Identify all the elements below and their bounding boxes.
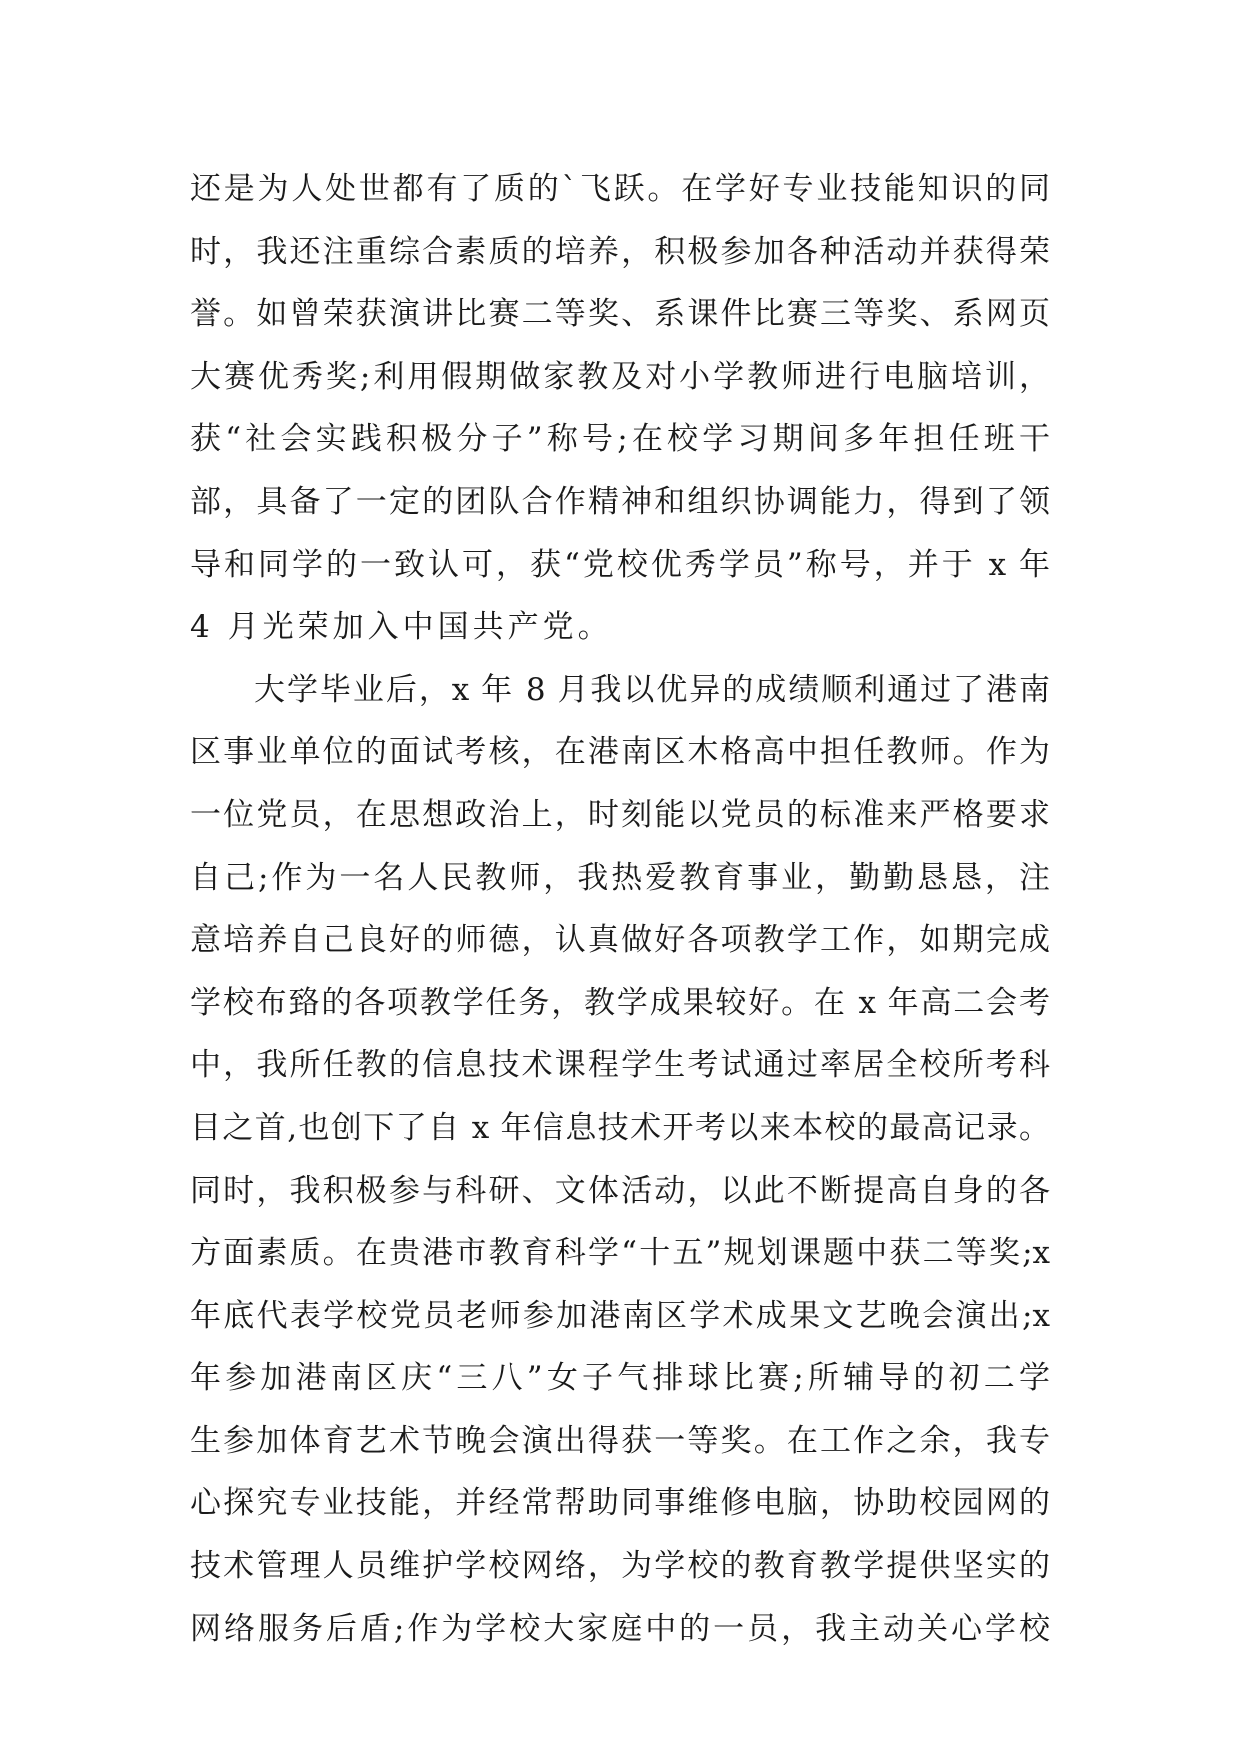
text-line: 誉。如曾荣获演讲比赛二等奖、系课件比赛三等奖、系网页 (190, 296, 1050, 333)
body-text (190, 158, 1050, 1660)
text-line: 网络服务后盾;作为学校大家庭中的一员，我主动关心学校 (190, 1610, 1050, 1647)
text-line: 时，我还注重综合素质的培养，积极参加各种活动并获得荣 (190, 233, 1050, 270)
text-line: 学校布臵的各项教学任务，教学成果较好。在 x 年高二会考 (190, 984, 1050, 1021)
text-line: 同时，我积极参与科研、文体活动，以此不断提高自身的各 (190, 1172, 1050, 1209)
text-line: 意培养自己良好的师德，认真做好各项教学工作，如期完成 (190, 922, 1050, 959)
text-line: 年底代表学校党员老师参加港南区学术成果文艺晚会演出;x (190, 1297, 1050, 1334)
text-line: 目之首,也创下了自 x 年信息技术开考以来本校的最高记录。 (190, 1109, 1050, 1146)
text-line: 中，我所任教的信息技术课程学生考试通过率居全校所考科 (190, 1047, 1050, 1084)
text-line: 部，具备了一定的团队合作精神和组织协调能力，得到了领 (190, 483, 1050, 520)
text-line: 获“社会实践积极分子”称号;在校学习期间多年担任班干 (190, 421, 1050, 458)
text-line: 还是为人处世都有了质的`飞跃。在学好专业技能知识的同 (190, 171, 1050, 207)
text-line: 导和同学的一致认可，获“党校优秀学员”称号，并于 x 年 (190, 546, 1050, 583)
text-line: 一位党员，在思想政治上，时刻能以党员的标准来严格要求 (190, 796, 1050, 833)
text-line: 区事业单位的面试考核，在港南区木格高中担任教师。作为 (190, 734, 1050, 771)
text-line: 技术管理人员维护学校网络，为学校的教育教学提供坚实的 (190, 1548, 1050, 1585)
text-line: 生参加体育艺术节晚会演出得获一等奖。在工作之余，我专 (190, 1422, 1050, 1459)
text-line: 大赛优秀奖;利用假期做家教及对小学教师进行电脑培训， (190, 358, 1050, 395)
text-line: 心探究专业技能，并经常帮助同事维修电脑，协助校园网的 (190, 1485, 1050, 1522)
text-line: 4 月光荣加入中国共产党。 (190, 609, 613, 646)
text-line: 大学毕业后，x 年 8 月我以优异的成绩顺利通过了港南 (254, 671, 1050, 708)
text-line: 方面素质。在贵港市教育科学“十五”规划课题中获二等奖;x (190, 1235, 1050, 1272)
text-line: 年参加港南区庆“三八”女子气排球比赛;所辅导的初二学 (190, 1360, 1050, 1397)
text-line: 自己;作为一名人民教师，我热爱教育事业，勤勤恳恳，注 (190, 859, 1050, 896)
